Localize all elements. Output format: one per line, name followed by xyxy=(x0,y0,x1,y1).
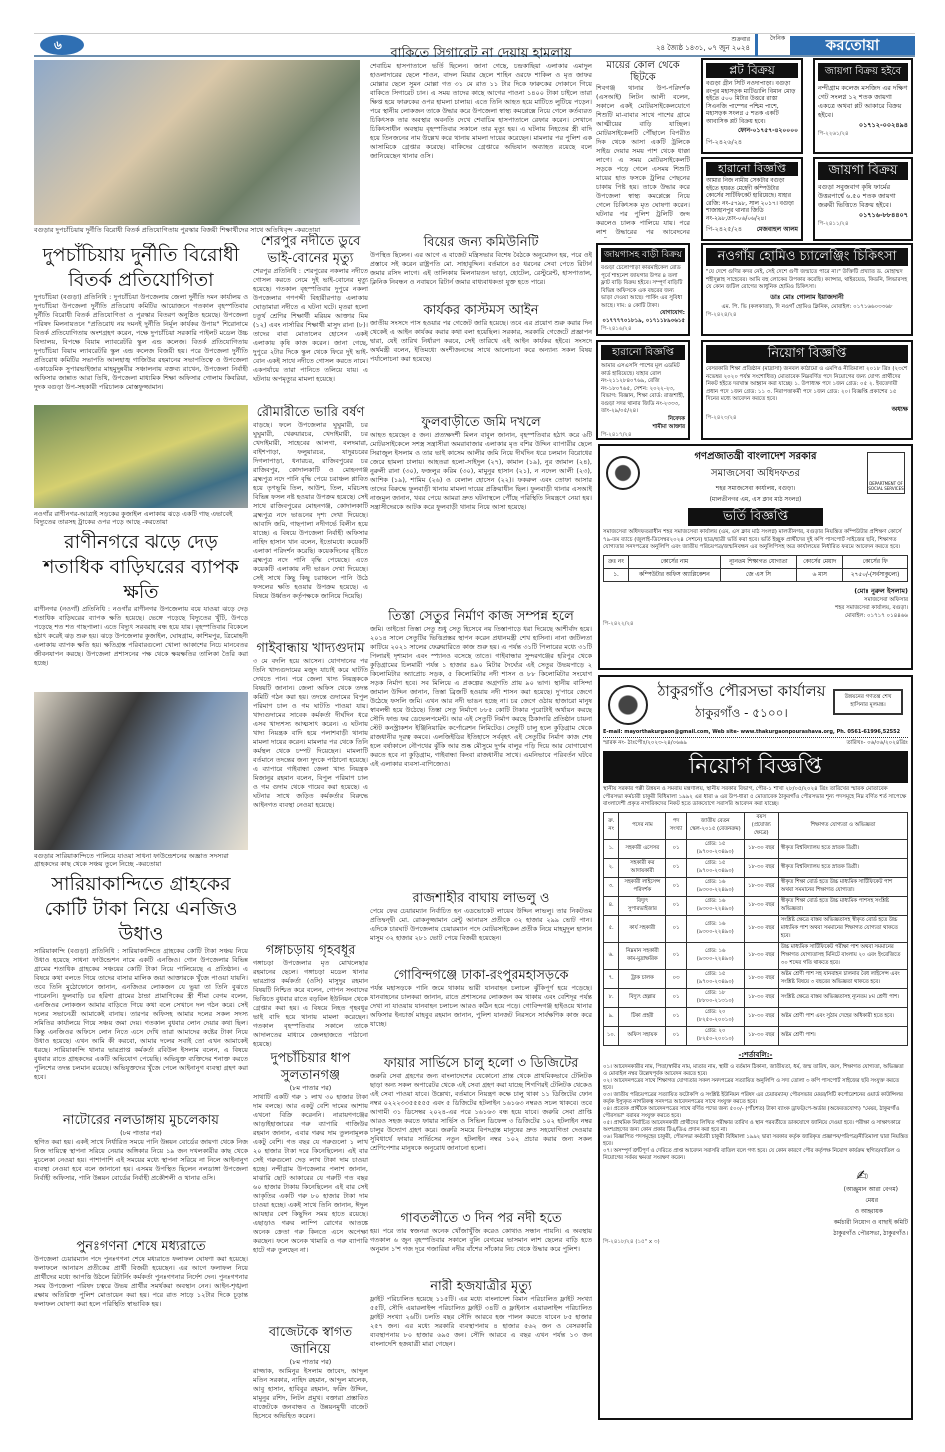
table-cell: ১. xyxy=(604,839,619,858)
ad-title: নিয়োগ বিজ্ঞপ্তি xyxy=(603,751,908,783)
office-name: শহর সমাজসেবা কার্যালয়, বগুড়া। xyxy=(715,485,796,492)
signer-title: কর্মচারী নিয়োগ ও বাছাই কমিটি xyxy=(833,1218,908,1226)
table-cell: সহকারী লাইসেন্স পরিদর্শক xyxy=(619,877,666,896)
story-a4 xyxy=(34,1112,248,1235)
story-body-c0: শেবাচিম হাসপাতালে ভর্তি ছিলেন। জানা গেছে, চন্দ্রকাছিয়া এলাকার এমাদুল হাওলাদারের ছেলে শাওন, বাদল মিয়ার ছেলে শাহিন ওরফে শাকিল ও মৃত জাফর মোল্লার ছেলে সুমন মোল্লা গত ৩১ মে রাত ১১ টার দিকে ফারুকের দোকানে গিয়ে বাকিতে সিগারেট চান। এ সময় তাদের কাছে আগের পাওনা ১৪০০ টাকা চাইলে তারা ক্ষিপ্ত হয়ে ফারুকের ওপর হামলা চালায়। এতে তিনি আহত হয়ে মাটিতে লুটিয়ে পড়েন। পরে স্থানীয় লোকজন তাকে উদ্ধার করে উপজেলা স্বাস্থ্য কমপ্লেক্সে নিয়ে গেলে কর্তব্যরত চিকিৎসক তার অবস্থার অবনতি দেখে শেবাচিম হাসপাতালে রেফার করেন। সেখানে চিকিৎসাধীন অবস্থায় বৃহস্পতিবার সকালে তার মৃত্যু হয়। এ ঘটনায় নিহতের স্ত্রী বাদি হয়ে তিনজনের নাম উল্লেখ করে থানায় মামলা দায়ের করেছেন। মামলার পর পুলিশ এক আসামিকে গ্রেপ্তার করেছে। বাকিদের গ্রেপ্তারে অভিযান অব্যাহত রয়েছে বলে জানিয়েছেন থানার ওসি। xyxy=(370,62,592,160)
ad-intro: স্থানীয় সরকার পল্লী উন্নয়ন ও সমবায় মন্ত্রণালয়, স্থানীয় সরকার বিভাগ, পৌর-১ শাখা ২৮/০৫/২০২৪ খ্রিঃ তারিখের স্মারক মোতাবেক পৌরসভা কর্মচারী চাকুরী বিধিমালা ১৯৯২ এর ধারা ৬ এর উপ-ধারা ৫ মোতাবেক ঠাকুরগাঁও পৌরসভার শূন্য পদসমূহে নিম্ন বর্ণিত শর্ত সাপেক্ষে বাংলাদেশী প্রকৃত নাগরিকদের নিকট হতে ডাকযোগে সরাসরি আবেদন করা যাচ্ছে। xyxy=(603,786,907,807)
masthead-prefix: দৈনিক xyxy=(770,35,786,42)
table-row xyxy=(604,988,908,1007)
ad-title: জায়গা বিক্রয় হইবে xyxy=(818,63,908,81)
story-body-c6: পর্যন্ত মহাসড়কে পানি জমে থাকায় ভারী যানবাহন চলাচল ঝুঁকিপূর্ণ হয়ে পড়েছে। যানবাহনের চালকরা জানান, রাতে প্রশাসনের লোকজন কম থাকায় এবং বেশিদূর পর্যন্ত দেখা না যাওয়ায় যানবাহন চলাচল আরও কঠিন হয়ে পড়ে। গোবিন্দগঞ্জ হাইওয়ে থানার অফিসার ইনচার্জ মাহবুব রহমান জানান, পুলিশ যানজট নিরসনে সার্বক্ষণিক কাজ করে যাচ্ছে। xyxy=(370,984,592,1028)
table-cell: ৯. xyxy=(604,1007,619,1026)
story-body-a4: স্থগিত করা হয়। একই সাথে নির্ধারিত সময়ে পানি উন্নয়ন বোর্ডের জায়গা থেকে নিজ নিজ দায়িত্বে স্থাপনা সরিয়ে নেয়ার অঙ্গিকার নিয়ে ১৯ জন দখলকারীর কাছ থেকে মুচলেকা নেওয়া হয়। পাশাপাশি এই সময়ের মধ্যে স্থাপনা সরিয়ে না নিলে আইনানুগ ব্যবস্থা নেওয়া হবে বলে জানানো হয়। এসময় উপস্থিত ছিলেন নলডাঙ্গা উপজেলা নির্বাহী অফিসার, পানি উন্নয়ন বোর্ডের নির্বাহী প্রকৌশলী ও থানার ওসি। xyxy=(34,1138,248,1182)
table-cell: ১৮-৩০ বছর xyxy=(744,896,778,915)
photo-fallen-tree-truck xyxy=(34,405,248,508)
headline-c8: গাবতলীতে ৩ দিন পর নদী হতে xyxy=(400,1211,562,1226)
ad-title: নিয়োগ বিজ্ঞপ্তি xyxy=(706,345,908,363)
headline-c4: তিস্তা সেতুর নির্মাণ কাজ সম্পন্ন হলে xyxy=(388,609,574,624)
office-address: (মালতীনগর এম, এস ক্লাব মাঠ সংলগ্ন) xyxy=(709,496,802,503)
story-b5 xyxy=(253,1050,368,1322)
headline-e1: মায়ের কোল থেকে ছিটকে xyxy=(606,60,680,83)
table-cell: গ্রেড: ১৬ (৯৩০০-২২৪৯০) xyxy=(686,877,744,896)
table-row xyxy=(604,1007,908,1026)
story-c0 xyxy=(370,45,592,232)
table-cell: উচ্চ মাধ্যমিক সার্টিফিকেট পরীক্ষা পাশ অথবা সমমানের শিক্ষাগত যোগ্যতাসহ মিনিটে বাংলায় ২০ এবং ইংরেজিতে ৩০ শব্দের গতি থাকতে হবে। xyxy=(778,942,907,969)
terms-title: -:শর্তাবলি:- xyxy=(738,1050,773,1059)
story-body-c4: জমি। তাইতো তিস্তা সেতু শুধু সেতু হিসেবে নয় তিস্তাপাড়ে ধরা দিয়েছে আশীর্বাদ হয়ে। ২০১৪ সালে সেতুটির ভিত্তিপ্রস্তর স্থাপন করেন প্রধানমন্ত্রী শেখ হাসিনা। নানা জটিলতা কাটিয়ে ২০২১ সালের ফেব্রুয়ারিতে কাজ শুরু হয়। এ পর্যন্ত ৩১টি পিলারের মধ্যে ৩১টি পিলারই দৃশ্যমান এবং স্প্যানও বসেছে তাতে। গাইবান্ধার সুন্দরগঞ্জের হরিপুর থেকে কুড়িগ্রামের চিলমারী পর্যন্ত ১ হাজার ৪৯০ মিটার দৈর্ঘ্যের এই সেতুর উভয়পাড়ে ২ কিলোমিটার অ্যাপ্রোচ সড়ক, ৫ কিলোমিটার নদী শাসন ও ৮৮ কিলোমিটার সংযোগ সড়ক নির্মাণ হবে। সব মিলিয়ে এ প্রকল্পের অগ্রগতি প্রায় ৯০ ভাগ। স্থানীয় বাসিন্দা জামাল উদ্দিন জানান, তিস্তা ব্রিজটি হওয়ায় নদী শাসন করা হয়েছে। দু'পারে জেগে উঠেছে ফসলি জমি। এখন আর নদী ভাঙন হচ্ছে না। চর জেগে ওঠায় হাজারো মানুষ স্বাবলম্বী হয়ে উঠেছে। তিস্তা সেতু নির্মাণে ৮৮৫ কোটি টাকার পুরোটাই অর্থায়ন করছে সৌদি ফান্ড ফর ডেভেলপমেন্ট। আর এই সেতুটি নির্মাণ করছে ঠিকাদারি প্রতিষ্ঠান চায়না স্টেট কনস্ট্রাকশন ইঞ্জিনিয়ারিং কর্পোরেশন লিমিটেড। সেতুটি চালু হলে কুড়িগ্রাম থেকে রাজধানীর দূরত্ব কমবে। এলজিইডির ইতিহাসে সর্ববৃহৎ এই সেতুটির নির্মাণ কাজ শেষ হলে বর্ষাকালে নৌপথের ঝুঁকি আর শুষ্ক মৌসুমে দুর্গম বালুর পড়ি দিয়ে আর যোগাযোগ করতে হবে না কুড়িগ্রাম, গাইবান্ধা কিংবা রাজধানীর সাথে। এমনিভাবে পরিবর্তন ঘটবে এই এলাকার ব্যবসা-বাণিজ্যেও। xyxy=(370,625,592,768)
story-body-b3: ৩ মে বদলি হয়ে আসেন। যোগদানের পর তিনি খাদ্যগুদামের মজুদ যাচাই করে ঘাটতি দেখতে পান। পরে জেলা খাদ্য নিয়ন্ত্রককে বিষয়টি জানান। জেলা অফিস থেকে তদন্ত কমিটি গঠন করা হয়। তদন্তে গুদামের বিপুল পরিমাণ চাল ও গম ঘাটতি পাওয়া যায়। খাদ্যগুদামের সাবেক কর্মকর্তা দীর্ঘদিন ধরে এসব খাদ্যশস্য আত্মসাৎ করেন। এ ঘটনায় খাদ্য নিয়ন্ত্রক বাদি হয়ে পলাশবাড়ী থানায় মামলা দায়ের করেন। মামলার পর থেকে তিনি কর্মস্থল থেকে চম্পট দিয়েছেন। মামলাটি বর্তমানে তদন্তের জন্য দুদকে পাঠানো হয়েছে। এ ব্যাপারে গাইবান্ধা জেলা খাদ্য নিয়ন্ত্রক মিজানুর রহমান বলেন, বিপুল পরিমাণ চাল ও গম গুদাম থেকে গায়েব করা হয়েছে। এ ঘটনার সাথে জড়িত কর্মকর্তার বিরুদ্ধে আইনগত ব্যবস্থা নেওয়া হয়েছে। xyxy=(253,657,368,809)
story-body-a5: উপজেলা চেয়ারম্যান পদে পুনঃগণনা শেষে মধ্যরাতে ফলাফল ঘোষণা করা হয়েছে। ফলাফলে আনারস প্রতীকের প্রার্থী বিজয়ী হয়েছেন। এর আগে ফলাফল নিয়ে প্রার্থীদের মধ্যে আপত্তি উঠলে রিটার্নিং কর্মকর্তা পুনঃগণনার নির্দেশ দেন। পুনঃগণনার সময় উপজেলা পরিষদ চত্বরে উভয় প্রার্থীর সমর্থকরা অবস্থান নেন। আইন-শৃঙ্খলা রক্ষায় অতিরিক্ত পুলিশ মোতায়েন করা হয়। পরে রাত সাড়ে ১২টার দিকে চূড়ান্ত ফলাফল ঘোষণা করা হলে পরিস্থিতি স্বাভাবিক হয়। xyxy=(34,1255,248,1308)
municipality-emblem-icon xyxy=(608,685,648,725)
ad-text: নন্দীগ্রাম কলেজ মসজিদ এর দক্ষিণ গেট সংলগ্ন ১২ শতক জায়গা একত্রে অথবা প্লট আকারে বিক্রয় হইবে। xyxy=(818,84,908,119)
office-contact: E-mail: mayorthakurgaon@gmail.com, Web site- www.thakurgaonpourashava.org, Ph. 0561-61996,52552 xyxy=(603,729,908,738)
story-c2 xyxy=(370,302,592,412)
headline-b2: রৌমারীতে ভারি বর্ষণ xyxy=(256,405,365,420)
table-cell: সংশ্লিষ্ট ক্ষেত্রে বাস্তব অভিজ্ঞতাসহ ন্যূনতম ৮ম শ্রেণী পাশ। xyxy=(778,988,907,1007)
ad-doctor-info: এম. পি. ভি (কলকাতা), দি নওগাঁ হোমিও ক্লিনিক, মোবাইল: ০১৭১৬৬০৩৩৬৮ xyxy=(721,303,893,310)
posts-table: ক্র. নং পদের নাম পদ সংখ্যা জাতীয় বেতন স্কেল-২০১৫ (বেতনক্রম) বয়স (প্রযোজ্য ক্ষেত্রে) শিক্ষাগত যোগ্যতা ও অভিজ্ঞতা ১. সহকারী এসেসর ০১ গ্রেড: ১৫ (৯৭০০-২৩৪৯০) ১৮-৩০ বছর স্বীকৃত বিশ্ববিদ্যালয় হতে স্নাতক ডিগ্রী। ২. সহকারী কর আদায়কারী ০১ গ্রেড: ১৫ (৯৭০০-২৩৪৯০) ১৮-৩০ বছর স্বীকৃত বিশ্ববিদ্যালয় হতে স্নাতক ডিগ্রী। ৩. সহকারী লাইসেন্স পরিদর্শক ০১ গ্রেড: ১৬ (৯৩০০-২২৪৯০) ১৮-৩০ বছর স্বীকৃত শিক্ষা বোর্ড হতে উচ্চ মাধ্যমিক সার্টিফিকেট পাশ অথবা সমমানের শিক্ষাগত যোগ্যতা। ৪. বিদ্যুৎ সুপারভাইজার ০১ গ্রেড: ১৬ (৯৩০০-২২৪৯০) ১৮-৩০ বছর স্বীকৃত শিক্ষা বোর্ড হতে উচ্চ মাধ্যমিক পাশসহ সংশ্লিষ্ট অভিজ্ঞতা। ৫. কার্য সহকারী ০১ গ্রেড: ১৬ (৯৩০০-২২৪৯০) ১৮-৩০ বছর সংশ্লিষ্ট ক্ষেত্রে বাস্তব অভিজ্ঞতাসহ স্বীকৃত বোর্ড হতে উচ্চ মাধ্যমিক পাশ অথবা সমমানের শিক্ষাগত যোগ্যতা থাকতে হবে। ৬. নিম্নমান সহকারী কাম-মুদ্রাক্ষরিক ০১ গ্রেড: ১৬ (৯৩০০-২২৪৯০) ১৮-৩০ বছর উচ্চ মাধ্যমিক সার্টিফিকেট পরীক্ষা পাশ অথবা সমমানের শিক্ষাগত যোগ্যতাসহ মিনিটে বাংলায় ২০ এবং ইংরেজিতে ৩০ শব্দের গতি থাকতে হবে। ৭. ট্রাক চালক ০৩ গ্রেড: ১৫ (৯৭০০-২৩৪৯০) ১৮-৩০ বছর অষ্টম শ্রেণী পাশ সহ যানবাহন চালনার বৈধ লাইসেন্স এবং সংশ্লিষ্ট বিষয়ে ৩ বছরের অভিজ্ঞতা থাকতে হবে। ৮. বিদ্যুৎ হেল্পার ০১ গ্রেড: ১৮ (৮৮০০-২১৩১০) ১৮-৩০ বছর সংশ্লিষ্ট ক্ষেত্রে বাস্তব অভিজ্ঞতাসহ ন্যূনতম ৮ম শ্রেণী পাশ। ৯. টিকা প্রহরী ০১ গ্রেড: ২০ (৮২৫০-২০০১০) ১৮-৩০ বছর অষ্টম শ্রেণী পাশ এবং সুঠাম দেহের অধিকারী হতে হবে। ১০. অফিস সহায়ক ০১ গ্রেড: ২০ (৮২৫০-২০০১০) ১৮-৩০ বছর অষ্টম শ্রেণী পাশ। xyxy=(603,812,908,1046)
headline-c2: কার্যকর কাস্টমস আইন xyxy=(423,303,539,318)
signer-title: ঠাকুরগাঁও পৌরসভা, ঠাকুরগাঁও। xyxy=(833,1229,908,1237)
story-c7 xyxy=(370,1055,592,1209)
term-item: ০৭। অসম্পূর্ণ ত্রুটিপূর্ণ ও দেরিতে প্রাপ্ত আবেদন সরাসরি বাতিল বলে গণ্য হবে। যে কোন কারণে পৌর কর্তৃপক্ষ নিয়োগ কার্যক্রম স্থগিত/বাতিল ও নিয়োগের সর্বময় ক্ষমতা সংরক্ষণ করেন। xyxy=(603,1147,900,1161)
story-body-a1: দুপচাঁচিয়া (বগুড়া) প্রতিনিধি : দুপচাঁচিয়া উপজেলায় জেলা দুর্নীতি দমন কার্যালয় ও দুপচাঁচিয়া উপজেলা দুর্নীতি প্রতিরোধ কমিটির আয়োজনে গতকাল বৃহস্পতিবার দুর্নীতি বিরোধী বিতর্ক প্রতিযোগিতা ও পুরস্কার বিতরণ অনুষ্ঠিত হয়েছে। উপজেলা পরিষদ মিলনায়তনে "প্রতিরোধ নয় দমনই দুর্নীতি নির্মূল কার্যকর উপায়" শিরোনামে বিতর্ক প্রতিযোগিতায় অংশগ্রহণ করেন, পক্ষে দুপচাঁচিয়া সরকারি পাইলট মডেল উচ্চ বিদ্যালয়, বিপক্ষে বিয়াম ল্যাবরেটরি স্কুল এন্ড কলেজ। বিতর্ক প্রতিযোগিতায় দুপচাঁচিয়া বিয়াম ল্যাবরেটরি স্কুল এন্ড কলেজ বিজয়ী হয়। পরে উপজেলা দুর্নীতি প্রতিরোধ কমিটির সভাপতি আলহাজ্ব গাজিউর রহমানের সভাপতিত্বে ও উপজেলা একাডেমিক সুপারভাইজার মাহমুদুন্নবীর সঞ্চালনায় বক্তব্য রাখেন, উপজেলা নির্বাহী অফিসার জান্নাত আরা তিথি, উপজেলা মাধ্যমিক শিক্ষা অফিসার গোলাম কিবরিয়া, দুদক বগুড়া উপ-সহকারী পরিচালক মোস্তফুজ্জামান। xyxy=(34,293,248,391)
ad-thakurgaon-job-notice xyxy=(598,675,913,1420)
story-body-e1: শিবগঞ্জ থানার উপ-পরিদর্শক (এসআই) লিটন আলী বলেন, সকালে একই মোটরসাইকেলযোগে শিশুটি মা-বাবার সাথে পাশের গ্রামে আত্মীয়ের বাড়ি যাচ্ছিল। মোটরসাইকেলটি পৌঁছালে বিপরীত দিক থেকে আসা একটি ট্রলিকে সাইড দেয়ার সময় পাশ থেকে ধাক্কা লাগে। এ সময় মোটরসাইকেলটি সড়কে পড়ে গেলে এসময় শিশুটি মায়ের হাত ফসকে ট্রলির পেছনের চাকায় পিষ্ট হয়। তাকে উদ্ধার করে উপজেলা স্বাস্থ্য কমপ্লেক্সে নিয়ে গেলে চিকিৎসক মৃত ঘোষণা করেন। ঘটনার পর পুলিশ ট্রলিটি জব্দ করলেও চালক পালিয়ে যায়। পরে লাশ উদ্ধারের পর আবেদনের xyxy=(596,84,690,236)
ad-sign: অধ্যক্ষ xyxy=(891,404,908,413)
table-cell: বিদ্যুৎ সুপারভাইজার xyxy=(619,896,666,915)
table-cell: ০১ xyxy=(666,1026,686,1045)
ad-social-services-admission xyxy=(598,444,913,670)
signer-name: (আঞ্জুমান আরা বেগম) xyxy=(843,1185,898,1193)
table-cell: নিম্নমান সহকারী কাম-মুদ্রাক্ষরিক xyxy=(619,942,666,969)
table-cell: স্বীকৃত শিক্ষা বোর্ড হতে উচ্চ মাধ্যমিক পাশসহ সংশ্লিষ্ট অভিজ্ঞতা। xyxy=(778,896,907,915)
ad-code: পি-২৪১৬/২৪ xyxy=(601,326,632,332)
story-body-b1: শেরপুর প্রতিনিধি : শেরপুরের নকলার নদীতে গোসল করতে নেমে দুই ভাই-বোনের মৃত্যু হয়েছে। গতকাল বৃহস্পতিবার দুপুরে নকলা উপজেলার গণপদ্দী বিহারীরপাড় এলাকায় ঘোড়ামারা নদীতে এ ঘটনা ঘটে। মৃতরা হলো চতুর্থ শ্রেণির শিক্ষার্থী মরিয়ম আক্তার মিম (১২) এবং নার্সারির শিক্ষার্থী মাসুদ রানা (৮)। তাদের বাবা মোতালেব হোসেন একই এলাকায় কৃষি কাজ করেন। জানা গেছে, দুপুরে ২টার দিকে স্কুল থেকে ফিরে দুই ভাই-বোন একই সাথে নদীতে গোসল করতে নামে। একপর্যায়ে তারা পানিতে তলিয়ে যায়। এ ঘটনায় অপমৃত্যুর মামলা হয়েছে। xyxy=(253,267,368,383)
headline-c0: বাকিতে সিগারেট না দেয়ায় হামলায় xyxy=(390,46,572,61)
story-a1 xyxy=(34,243,248,400)
table-row: ১. কম্পিউটার অফিস অ্যাপ্লিকেশন জে এস সি ৬ মাস ২৭৫০/-(সর্বসাকুল্যে) xyxy=(604,568,908,581)
table-cell: ০১ xyxy=(666,896,686,915)
headline-b3: গাইবান্ধায় খাদ্যগুদাম xyxy=(256,641,365,656)
table-cell: ৬. xyxy=(604,942,619,969)
headline-a2: রাণীনগরে ঝড়ে দেড় শতাধিক বাড়িঘরের ব্যাপক ক্ষতি xyxy=(43,531,239,603)
table-cell: ১৮-৩০ বছর xyxy=(744,1026,778,1045)
ad-code: পি-২৪১৭/২৪ xyxy=(601,431,632,438)
signature-icon: ✍ xyxy=(856,1167,868,1184)
table-row xyxy=(604,942,908,969)
headline-b6: বাজেটকে স্বাগত জানিয়ে xyxy=(268,1325,353,1357)
ad-contact: ০১৭১৬-৮৮৪৪০৭ xyxy=(858,211,908,219)
ad-text: সমাজসেবা অধিদফতরাধীন শহর সমাজসেবা কার্যালয় (এম, এস ক্লাব মাঠ সংলগ্ন) মালতীনগর, বগুড়ার নিয়ন্ত্রিত কম্পিউটার প্রশিক্ষণ কোর্সে ৭৯-তম ব্যাচে (জুলাই-ডিসেম্বর২০২৪ সেশনে) ছাত্র/ছাত্রী ভর্তি করা হবে। ভর্তি ইচ্ছুক প্রার্থীদের দুই কপি পাসপোর্ট সাইজের ছবি, শিক্ষাগত যোগ্যতার সনদপত্রের অনুলিপি এবং জাতীয় পরিচয়পত্র/জন্মনিবন্ধন এর অনুলিপিসহ অত্র কার্যালয়ের নির্ধারিত ফরমে আবেদন করতে হবে। xyxy=(603,529,902,550)
headline-c1: বিয়ের জন্য কমিউনিটি xyxy=(423,235,539,250)
table-cell: ৫. xyxy=(604,915,619,942)
table-cell: ১৮-৩০ বছর xyxy=(744,969,778,988)
ad-text: আমার নিজ নামীয় সেকটার বগুড়া হইতে হযরত মেহেদী কম্পিউটার কোর্সের সার্টিফিকেট হারিয়েছে। যাহার রেজি: নং-৫৭৯৮, সাল ২০১৭। বগুড়া শাজাহানপুর থানার জিডি নং-২৯৮,তাং-০৬/০৬/২৪। xyxy=(706,178,794,222)
headline-a4: নাটোরের নলডাঙ্গায় মুচলেকায় xyxy=(63,1113,219,1128)
story-b3 xyxy=(253,640,368,940)
notice-date: তারিখঃ- ০৬/০৬/২০২৪খ্রিঃ xyxy=(846,740,908,746)
ad-code: পি-২৪১৮/২৪ (১৫" x ৩) xyxy=(603,1238,660,1245)
table-cell: সহকারী কর আদায়কারী xyxy=(619,858,666,877)
ad-contact: মেজবাহুল আলম xyxy=(756,226,798,233)
table-cell: গ্রেড: ১৫ (৯৭০০-২৩৪৯০) xyxy=(686,858,744,877)
table-cell: স্বীকৃত বিশ্ববিদ্যালয় হতে স্নাতক ডিগ্রী। xyxy=(778,858,907,877)
table-cell: গ্রেড: ২০ (৮২৫০-২০০১০) xyxy=(686,1007,744,1026)
story-c1 xyxy=(370,234,592,300)
story-a3 xyxy=(34,872,248,1110)
story-body-c1: উপস্থিত ছিলেন। এর আগে এ বাজেট মন্ত্রিসভার বিশেষ বৈঠকে অনুমোদন হয়, পরে ওই প্রস্তাবে সই করেন রাষ্ট্রপতি মো. সাহাবুদ্দিন। বর্তমানে ৪৫ ধরনের সেবা পেতে রিটার্ন জমার রসিদ লাগে। এই তালিকায় মিলনায়তন ভাড়া, হোটেল, রেস্টুরেন্ট, হাসপাতাল, ক্লিনিক নিবন্ধন ও নবায়নে রিটার্ন জমার বাধ্যবাধকতা যুক্ত হতে পারে। xyxy=(370,251,592,286)
ad-lost-notice xyxy=(701,157,803,241)
ad-contact: ফোন-০১৭৫৭-৪২০০০০ xyxy=(737,127,798,134)
table-cell: বিদ্যুৎ হেল্পার xyxy=(619,988,666,1007)
signer-title: সমাজসেবা অফিসার xyxy=(863,596,908,603)
memo-number: স্মারক নং- ঠাঃপৌঃ/২০২৩-২৪/০৬৬৯ xyxy=(603,740,687,746)
headline-c3: ফুলবাড়ীতে জমি দখলে xyxy=(421,415,541,430)
ad-text: বগুড়া গ্রীন সিটি নওদাপাড়া। বগুড়া রংপুর মহাসড়ক মাটিডালি বিমান মোড় হইতে ৫০০ মিটার উত্তরে রাস্তা সিএনজি পাম্পের পশ্চিম পাশে, মহাসড়ক সংলগ্ন ৫ শতক একটি আবাসিক প্লট বিক্রয় হবে। xyxy=(706,80,796,125)
signer-phone: মোবাইল: ০১৭১৭ ০১৪৪৬৬ xyxy=(844,612,908,619)
ad-code: পি-২২৬১/২৪ xyxy=(818,131,849,137)
table-cell: ০৩ xyxy=(666,969,686,988)
table-cell: ০১ xyxy=(666,877,686,896)
table-cell: ৭. xyxy=(604,969,619,988)
table-row xyxy=(604,1026,908,1045)
table-cell: অষ্টম শ্রেণী পাশ এবং সুঠাম দেহের অধিকারী হতে হবে। xyxy=(778,1007,907,1026)
photo-ngo-office xyxy=(34,692,248,850)
table-row xyxy=(604,858,908,877)
table-cell: গ্রেড: ২০ (৮২৫০-২০০১০) xyxy=(686,1026,744,1045)
ad-text: আমার এসএসসি পাশের মূল এডমিট কার্ড হারিয়েছে। যাহার রোল নং-২১১২৮৪০৭৬৯, রেজি নং-১৮০৭৬৫, সেশন: ২০২২-২৩, বিভাগ: বিজ্ঞান, শিক্ষা বোর্ড: রাজশাহী, বগুড়া সদর থানার জিডি নং-২৩৩৩, তাং-২৯/০৫/২৪। xyxy=(601,363,685,414)
table-cell: সহকারী এসেসর xyxy=(619,839,666,858)
story-c4 xyxy=(370,608,592,888)
ad-title: হারানো বিজ্ঞপ্তি xyxy=(601,345,685,360)
story-body-c2: জাতীয় সংসদে পাস হওয়ার পর গেজেট জারি হয়েছে। তবে এর প্রয়োগ শুরু করার দিন থেকেই এ আইন কার্যকর করার কথা বলা হয়েছিল। সরকার, সরকারি গেজেটে প্রজ্ঞাপন দ্বারা, যেই তারিখ নির্ধারণ করবে, সেই তারিখে এই আইন কার্যকর হইবে। সংসদে অর্থমন্ত্রী বলেন, ইতিমধ্যে অংশীজনদের সাথে আলোচনা করে অন্যান্য সকল বিষয় পর্যালোচনা করা হয়েছে। xyxy=(370,319,592,363)
table-cell: ০১ xyxy=(666,839,686,858)
table-cell: স্বীকৃত শিক্ষা বোর্ড হতে উচ্চ মাধ্যমিক সার্টিফিকেট পাশ অথবা সমমানের শিক্ষাগত যোগ্যতা। xyxy=(778,877,907,896)
headline-b4: গঙ্গাচড়ায় গৃহবধূর xyxy=(265,943,356,958)
ad-job-notice xyxy=(701,340,913,440)
story-b2 xyxy=(253,404,368,638)
table-row xyxy=(604,877,908,896)
date: ২৪ জ্যৈষ্ঠ ১৪৩১, ০৭ জুন ২০২৪ xyxy=(655,44,750,52)
table-cell: গ্রেড: ১৬ (৯৩০০-২২৪৯০) xyxy=(686,915,744,942)
photo-caption: নওগাঁর রাণীনগর-আত্রাই সড়কের কুজাইল এলাকায় ঝড়ে একটি গাছ এভাবেই বিদ্যুতের তারসহ ট্রাকের ওপর পড়ে আছে -করতোয়া xyxy=(34,510,233,526)
story-body-a2: রাণীনগর (নওগাঁ) প্রতিনিধি : নওগাঁর রাণীনগর উপজেলায় বয়ে যাওয়া ঝড়ে দেড় শতাধিক বাড়িঘরের ব্যাপক ক্ষতি হয়েছে। ভেঙ্গে পড়েছে বিদ্যুতের খুঁটি, উপড়ে পড়েছে শত শত গাছপালা। এতে বিদ্যুৎ সরবরাহ বন্ধ হয়ে যায়। বৃহস্পতিবার বিকেলে হঠাৎ করেই ঝড় শুরু হয়। ঝড়ে উপজেলার কুজাইল, ঘোষগ্রাম, কাশিমপুর, ত্রিমোহনী এলাকায় ব্যাপক ক্ষতি হয়। ক্ষতিগ্রস্ত পরিবারগুলো খোলা আকাশের নিচে মানবেতর জীবনযাপন করছে। উপজেলা প্রশাসনের পক্ষ থেকে ক্ষয়ক্ষতির তালিকা তৈরি করা হচ্ছে। xyxy=(34,605,248,667)
ad-lost-notice-2 xyxy=(596,340,690,440)
table-cell: সংশ্লিষ্ট ক্ষেত্রে বাস্তব অভিজ্ঞতাসহ স্বীকৃত বোর্ড হতে উচ্চ মাধ্যমিক পাশ অথবা সমমানের শিক্ষাগত যোগ্যতা থাকতে হবে। xyxy=(778,915,907,942)
ad-code: পি-২৪২৫/২৪ xyxy=(706,225,743,233)
table-cell: ১০. xyxy=(604,1026,619,1045)
ad-title: নওগাঁয় হোমিও চ্যালেঞ্জিং চিকিৎসা xyxy=(706,248,908,266)
divider xyxy=(755,34,758,56)
table-cell: ১৮-৩০ বছর xyxy=(744,858,778,877)
story-c8 xyxy=(370,1210,592,1277)
signer-name: (মোঃ নুরুল ইসলাম) xyxy=(854,586,908,595)
table-cell: ১৮-৩০ বছর xyxy=(744,988,778,1007)
ad-title: প্লট বিক্রয় xyxy=(706,63,798,78)
table-cell: স্বীকৃত বিশ্ববিদ্যালয় হতে স্নাতক ডিগ্রী। xyxy=(778,839,907,858)
photo-caption: বগুড়ার সারিয়াকান্দিতে পালিয়ে যাওয়া সাধনা ফাউন্ডেশনের অজ্ঞাত সদস্যরা গ্রাহকদের কাছ থেকে সঞ্চয় তুলে নিচ্ছে -করতোয়া xyxy=(34,852,229,868)
story-a5 xyxy=(34,1238,248,1420)
headline-a1: দুপচাঁচিয়ায় দুর্নীতি বিরোধী বিতর্ক প্রতিযোগিতা xyxy=(42,244,240,291)
course-table: ক্রঃ নং কোর্সের নাম ন্যূনতম শিক্ষাগত যোগ্যতা কোর্সের মেয়াদ কোর্সের ফি ১. কম্পিউটার অফিস অ্যাপ্লিকেশন জে এস সি ৬ মাস ২৭৫০/-(সর্বসাকুল্যে) xyxy=(603,555,908,582)
ad-text: "যে দেশে গুণির কদর নেই, সেই দেশে গুণী জন্মাতে পারে না।" উক্তিটি প্রখ্যাত ড. মোহাম্মদ শহীদুল্লাহ সাহেবের। আমি বহু লোকের উপকার করেছি। ক্যান্সার, থাইরয়েড, কিডনি, লিভারসহ যে কোন জটিল রোগের আধুনিক হোমিও চিকিৎসা। xyxy=(706,269,908,290)
ad-text: বগুড়া সবুজবাগ কৃষি ফার্মের উত্তরপার্শ্বে ৬.৫০ শতক জায়গা জরুরী ভিত্তিতে বিক্রয় হইবে। xyxy=(818,183,896,209)
story-body-c9: ফ্লাইট পরিচালিত হয়েছে ১১৫টি। এর মধ্যে বাংলাদেশ বিমান পরিচালিত ফ্লাইট সংখ্যা ৫৫টি, সৌদি এয়ারলাইন্স পরিচালিত ফ্লাইট ৩৪টি ও ফ্লাইনাস এয়ারলাইন্স পরিচালিত ফ্লাইট সংখ্যা ২৬টি। চলতি বছর সৌদি আরবে হজ পালন করতে যাবেন ৮৫ হাজার ২৫৭ জন। এর মধ্যে সরকারি ব্যবস্থাপনায় ৪ হাজার ৫৬২ জন ও বেসরকারি ব্যবস্থাপনায় ৮০ হাজার ৬৯৫ জন। সৌদি আরবে এ বছর এখন পর্যন্ত ১৩ জন বাংলাদেশি হজযাত্রী মারা গেছেন। xyxy=(370,1295,592,1348)
signer-office: শহর সমাজসেবা কার্যালয়, বগুড়া। xyxy=(835,604,908,611)
ad-code: পি-২৪২৬/২৪ xyxy=(706,138,743,146)
table-cell: ১৮-৩০ বছর xyxy=(744,839,778,858)
table-cell: ১৮-৩০ বছর xyxy=(744,942,778,969)
masthead: করতোয়া xyxy=(790,36,915,55)
ad-plot-sale xyxy=(701,58,803,154)
table-cell: ০১ xyxy=(666,1007,686,1026)
ad-doctor: ডাঃ মোঃ গোলাম ইয়াজদানী xyxy=(770,292,844,301)
ad-contact: ০১৭১২-০০২৪৯৪ xyxy=(858,121,908,129)
headline-b5: দুপচাঁচিয়ার ধাপ সুলতানগঞ্জ xyxy=(270,1051,351,1083)
story-e1 xyxy=(596,60,690,238)
ad-homeo-treatment xyxy=(701,243,913,336)
gov-name: গণপ্রজাতন্ত্রী বাংলাদেশ সরকার xyxy=(694,451,817,462)
page-number-logo: ৬ xyxy=(40,35,84,55)
ad-title: জায়গাসহ বাড়ী বিক্রয় xyxy=(601,248,685,262)
story-b4 xyxy=(253,942,368,1048)
story-c6 xyxy=(370,967,592,1054)
table-cell: ১৮-৩০ বছর xyxy=(744,1007,778,1026)
table-cell: গ্রেড: ১৬ (৯৩০০-২২৪৯০) xyxy=(686,942,744,969)
table-cell: টিকা প্রহরী xyxy=(619,1007,666,1026)
signer-title: ও আহ্বায়ক xyxy=(854,1207,883,1215)
ad-code: পি-২৪২২/২৪ xyxy=(603,620,634,627)
headline-a5: পুনঃগণনা শেষে মধ্যরাতে xyxy=(76,1239,206,1254)
story-body-c5: পেয়ে ফের চেয়ারম্যান নির্বাচিত হন এডভোকেট লায়েব উদ্দিন লাভলু। তার নিকটতম প্রতিদ্বন্দ্বী মো. রোকনুজ্জামান রেন্টু আনারস প্রতীকে ৩২ হাজার ২৯৯ ভোট পান। এদিকে চারঘাট উপজেলায় চেয়ারম্যান পদে মোটরসাইকেল প্রতীক নিয়ে মাহমুদুল হাসান মাসুম ৩২ হাজার ২৮১ ভোট পেয়ে বিজয়ী হয়েছেন। xyxy=(370,907,592,942)
table-cell: ৩. xyxy=(604,877,619,896)
table-cell: গ্রেড: ১৬ (৯৩০০-২২৪৯০) xyxy=(686,896,744,915)
story-body-c8: হয়। পরে তার স্বজনরা অনেক খোঁজাখুঁজি করেও কোথাও সন্ধান পায়নি। এ অবস্থায় গতকাল ৬ জুন বৃহস্পতিবার সকালে বুলি বেগমের ভাসমান লাশ ছেলের বাড়ি হতে অনুমান ১'শ গজ দূরে গজারিয়া নদীর বাঁশের সাঁকোর নিচ থেকে উদ্ধার করে পুলিশ। xyxy=(370,1227,592,1253)
story-body-c7: জরুরি সেবা গ্রহণের জন্য বাংলাদেশের যেকোনো প্রান্ত থেকে প্রাথমিকভাবে টেলিটক ছাড়া অন্য সকল অপারেটর থেকে এই সেবা গ্রহণ করা যাচ্ছে শিগগিরই টেলিটক থেকেও এই সেবা পাওয়া যাবে। উল্লেখ্য, বর্তমানে নিয়ন্ত্রণ কক্ষে চালু থাকা ১১ ডিজিটের ফোন নম্বর ০২২২৩৩৫৫৫৫৫ এবং ৫ ডিজিটের হটলাইন ১৬১৬৩ নম্বরও সচল থাকবে। তবে আগামী ৩১ ডিসেম্বর ২০২৪-এর পরে ১৬১৬৩ বন্ধ হয়ে যাবে। জরুরি সেবা প্রাপ্তি আরও সহজ করতে ফায়ার সার্ভিস ও সিভিল ডিফেন্স ৩ ডিজিটের ১০২ হটলাইন নম্বর চালুর উদ্যোগ গ্রহণ করে। জরুরি সময়ে বিপদগ্রস্ত মানুষের দ্রুত সহযোগিতা দেওয়ার সুবিধার্থে ফায়ার সার্ভিসের নতুন হটলাইন নম্বর ১০২ প্রচার করার জন্য সকল শ্রেণিপেশার মানুষকে অনুরোধ জানানো হলো। xyxy=(370,1072,592,1152)
table-cell: ০১ xyxy=(666,858,686,877)
ad-title: জায়গা বিক্রয় xyxy=(818,162,908,180)
term-item: ০১। আবেদনকারীর নাম, পিতা/স্বামীর নাম, মাতার নাম, স্থায়ী ও বর্তমান ঠিকানা, জাতীয়তা, ধর্ম, জন্ম তারিখ, বয়স, শিক্ষাগত যোগ্যতা, অভিজ্ঞতা ও মোবাইল নম্বর উল্লেখপূর্বক আবেদন করতে হবে। xyxy=(603,1063,904,1077)
office-city: ঠাকুরগাঁও - ৫১০০। xyxy=(695,706,788,720)
continued-label: (৮ম পাতার পর) xyxy=(120,1129,162,1137)
term-item: ০৩। জাতীয় পরিচয়পত্রের সত্যায়িত ফটোকপি ও সংশ্লিষ্ট ইউনিয়ন পরিষদ এর চেয়ারম্যান/ পৌরসভার মেয়র/সিটি কর্পোরেশনের ওয়ার্ড কাউন্সিলর কর্তৃক ইস্যুকৃত নাগরিকত্ব সনদপত্র আবেদনপত্রের সাথে সংযুক্ত করতে হবে। xyxy=(603,1091,903,1105)
ad-contact-label: নিবেদক xyxy=(668,415,685,422)
table-cell: গ্রেড: ১৫ (৯৭০০-২৩৪৯০) xyxy=(686,969,744,988)
table-cell: গ্রেড: ১৮ (৮৮০০-২১৩১০) xyxy=(686,988,744,1007)
ad-land-sale xyxy=(813,58,913,154)
weekday: শুক্রবার xyxy=(731,36,750,43)
story-c3 xyxy=(370,414,592,606)
story-c5 xyxy=(370,890,592,966)
term-item: ০৫। প্রাথমিক নির্বাচিত আবেদনকারী প্রার্থীদের লিখিত পরীক্ষার তারিখ ও স্থান পরবর্তীতে ডাকযোগে জানিয়ে দেওয়া হবে। পরীক্ষা ও সাক্ষাৎকারে অংশগ্রহণের জন্য কোন প্রকার টিএ/ডিএ প্রদান করা হবে না। xyxy=(603,1119,901,1133)
term-item: ০৬। বিজ্ঞাপিত পদসমূহের চাকুরী, পৌরসভা কর্মচারী চাকুরী বিধিমালা ১৯৯২ দ্বারা সরকার কর্তৃক জারিকৃত প্রজ্ঞাপন/পরিপত্র/নীতিমালা দ্বারা নিয়ন্ত্রিত হবে। xyxy=(603,1133,908,1147)
ad-code: পি-২৪১১/২৪ xyxy=(818,221,849,227)
story-body-b4: গঙ্গাচড়া উপজেলার মৃত মোখলেছার রহমানের ছেলে। গঙ্গাচড়া মডেল থানার ভারপ্রাপ্ত কর্মকর্তা (ওসি) মাসুদুর রহমান বিষয়টি নিশ্চিত করে বলেন, গোপন সংবাদের ভিত্তিতে বুধবার রাতে বড়বিল ইউনিয়ন থেকে গ্রেপ্তার করা হয়। এ বিষয়ে নিহত গৃহবধূর ভাই বাদি হয়ে থানায় মামলা করেছেন। গতকাল বৃহস্পতিবার সকালে তাকে আদালতের মাধ্যমে জেলহাজতে পাঠানো হয়েছে। xyxy=(253,959,368,1048)
story-a2 xyxy=(34,530,248,690)
table-cell: অষ্টম শ্রেণী পাশ সহ যানবাহন চালনার বৈধ লাইসেন্স এবং সংশ্লিষ্ট বিষয়ে ৩ বছরের অভিজ্ঞতা থাকতে হবে। xyxy=(778,969,907,988)
ad-code: পি-২৪২৪/২৪ xyxy=(706,311,737,318)
table-row xyxy=(604,839,908,858)
table-row xyxy=(604,969,908,988)
headline-c6: গোবিন্দগঞ্জে ঢাকা-রংপুরমহাসড়কে xyxy=(393,968,569,983)
term-item: ০২। আবেদনপত্রের সাথে শিক্ষাগত যোগ্যতার সকল সনদপত্রের সত্যায়িত অনুলিপি ও সদ্য তোলা ৩ কপি পাসপোর্ট সাইজের ছবি সংযুক্ত করতে হবে। xyxy=(603,1077,899,1091)
social-services-logo: DEPARTMENT OF SOCIAL SERVICES xyxy=(867,452,905,494)
table-cell: ৮. xyxy=(604,988,619,1007)
ad-contact: ০১৭৭৭৭০১৮১৯, ০১৭১১৮৯০৬১৫ xyxy=(602,318,685,324)
ad-contact-label: যোগাযোগ: xyxy=(660,310,685,316)
table-cell: ১৮-৩০ বছর xyxy=(744,877,778,896)
table-cell: ০১ xyxy=(666,915,686,942)
headline-a3: সারিয়াকান্দিতে গ্রাহকের কোটি টাকা নিয়ে এনজিও উধাও xyxy=(44,873,238,945)
table-cell: কার্য সহকারী xyxy=(619,915,666,942)
ad-house-sale xyxy=(596,243,690,336)
table-cell: গ্রেড: ১৫ (৯৭০০-২৩৪৯০) xyxy=(686,839,744,858)
office-name: ঠাকুরগাঁও পৌরসভা কার্যালয় xyxy=(657,682,826,700)
headline-c7: ফায়ার সার্ভিসে চালু হলো ৩ ডিজিটের xyxy=(383,1056,579,1071)
ad-code: পি-২৪২৩/২৪ xyxy=(706,414,737,421)
story-b6 xyxy=(253,1324,368,1420)
ad-text: বগুড়া চেলোপাড়া কারমাইকেল রোড পূর্বে শাহনেশ জায়গার উপর ৪ তলা ফ্লাট বাড়ি বিক্রয় হইবে। সম্পূর্ণ বাড়িটি বিভিন্ন অফিসকে এক বছরের জন্য ভাড়া দেওয়া আছে। পার্কিং এর সুবিধা আছে। দাম: ৪ কোটি টাকা। xyxy=(601,265,683,309)
table-cell: ৪. xyxy=(604,896,619,915)
ad-contact: শামীমা আক্তার xyxy=(652,423,685,430)
ad-title: হারানো বিজ্ঞপ্তি xyxy=(706,162,798,176)
dept-name: সমাজসেবা অধিদফতর xyxy=(711,468,800,479)
continued-label: (৮ম পাতার পর) xyxy=(289,1084,332,1092)
table-cell: ট্রাক চালক xyxy=(619,969,666,988)
signer-title: মেয়র xyxy=(865,1196,878,1204)
continued-label: (৮ম পাতার পর) xyxy=(289,1358,332,1366)
terms-list xyxy=(603,1064,908,1162)
story-body-b2: বাড়ছে। ফলে উপজেলার ঘুঘুমারী, চর ঘুঘুমারী, খেরুয়ারচর, খেদাইমারী, চর খেদাইমারী, সাহেবের আলগা, বলদমারা, বাইশপাড়া, ফলুয়ারচর, যাদুরচরের দিগলাপাড়া, ধনারচর, রাজিবপুরের চর রাজিবপুর, কোদালকাটি ও মোহনগঞ্জ ব্রহ্মপুত্র নদে পানি বৃদ্ধি পেয়ে চরাঞ্চল প্লাবিত হয়ে তৃণভূমি তিল, আউশ, তিল, মরিচসহ বিভিন্ন ফসল নষ্ট হওয়ার উপক্রম হয়েছে। সেই সাথে রাজিবপুরের মোহনগঞ্জ, কোদালকাটি ব্রহ্মপুত্র নদে ভাঙনের দৃশ্য দেখা দিয়েছে। আবাদি জমি, গাছপালা নদীগর্ভে বিলীন হয়ে যাচ্ছে। এ বিষয়ে উপজেলা নির্বাহী অফিসার নাহিদ হাসান খান বলেন, ইতোমধ্যে কয়েকটি এলাকা পরিদর্শন করেছি। কয়েকদিনের বৃষ্টিতে ব্রহ্মপুত্র নদে পানি বৃদ্ধি পেয়েছে। এতে কয়েকটি এলাকায় নদী ভাঙন দেখা দিয়েছে। সেই সাথে কিছু কিছু চরাঞ্চলে পানি উঠে ফসলের ক্ষতি হওয়ার উপক্রম হয়েছে। এ বিষয়ে উর্ধ্বতন কর্তৃপক্ষকে জানিয়ে দিয়েছি। xyxy=(253,421,368,600)
ad-text: বেসরকারি শিক্ষা প্রতিষ্ঠান (মাদ্রাসা) জনবল কাঠামো ও এমপিও নীতিমালা ২০১৮ খ্রিঃ (২৩শে নভেম্বর ২০২০ পর্যন্ত সংশোধিত) মোতাবেক নিম্নবর্ণিত পদে নিয়োগের জন্য যোগ্য প্রার্থীদের নিকট হইতে দরখাস্ত আহ্বান করা যাচ্ছে। ১. উপাধ্যক্ষ পদে ১জন গ্রেড: ০৫ ২. ইবতেদায়ী প্রধান পদে ১জন গ্রেড: ১১ ৩. নিরাপত্তাকর্মী পদে ১জন গ্রেড: ২০। বিজ্ঞপ্তি প্রকাশের ১৫ দিনের মধ্যে আবেদন করতে হবে। xyxy=(706,366,908,402)
photo-caption: বগুড়ার দুপচাঁচিয়ায় দুর্নীতি বিরোধী বিতর্ক প্রতিযোগিতায় পুরস্কার বিজয়ী শিক্ষার্থীদের সাথে অতিথিবৃন্দ -করতোয়া xyxy=(34,226,321,234)
headline-c5: রাজশাহীর বাঘায় লাভলু ও xyxy=(412,891,550,906)
table-cell: ০১ xyxy=(666,988,686,1007)
story-body-b6: রাজ্জাক, আমিনুর ইসলাম জাবেদ, আব্দুল মতিন সরকার, নাহিদ রহমান, আব্দুল মালেক, আবু হাসান, হাবিবুর রহমান, ফরিদ উদ্দিন, মামুনুর রশিদ, লিটন প্রমুখ। বক্তারা প্রস্তাবিত বাজেটকে জনবান্ধব ও উন্নয়নমুখী বাজেট হিসেবে অভিহিত করেন। xyxy=(253,1367,368,1420)
story-body-a3: সারিয়াকান্দি (বগুড়া) প্রতিনিধি : সারিয়াকান্দিতে গ্রাহকের কোটি টাকা সঞ্চয় নিয়ে উধাও হয়েছে সাধনা ফাউন্ডেশন নামে একটি এনজিও। গোন উপজেলার বিভিন্ন গ্রামের শতাধিক গ্রাহকের সঞ্চয়ের কোটি টাকা নিয়ে পালিয়েছে এ প্রতিষ্ঠান। এ বিষয়ে কথা বলতে গিয়ে তাদের বাসার মালিক জয়া আক্তারকে খুঁজে পাওয়া যায়নি। তবে তিনি মুঠোফোনে জানান, এনজিওর লোকজন যে ভুয়া তা তিনি বুঝতে পারেননি। ফুলবাড়ি চর হরিণা গ্রামের ঠান্ডা প্রামাণিকের স্ত্রী শীমা বেগম বলেন, এনজিওর লোকজন আমার বাড়িতে গিয়ে কথা বলে সেখানে দল গঠন করে। সেই দলের সভানেত্রী আমাকেই বানায়। তারপর অফিসহ আমার দলের সকল সদস্য সমিতির কার্যালয়ে গিয়ে সঞ্চয় জমা দেয়। গতকাল বুধবার লোন দেয়ার কথা ছিল। কিন্তু এনজিওর অফিসে লোন নিতে এসে দেখি তারা আমাদের কষ্টের টাকা নিয়ে উধাও হয়েছে। এখন আমি কী করবো, আমার দলের সবাই তো এখন আমাকেই ধরছে। সারিয়াকান্দি থানার ভারপ্রাপ্ত কর্মকর্তা রবিউল ইসলাম বলেন, এ বিষয়ে বুধবার রাতে গ্রাহকদের একটি অভিযোগ পেয়েছি। অভিযুক্ত ব্যক্তিদের শনাক্ত করতে পুলিশের তদন্ত চলমান রয়েছে। অভিযুক্তদের খুঁজে পেলে আইনানুগ ব্যবস্থা গ্রহণ করা হবে। xyxy=(34,947,248,1081)
photo-debate-winners xyxy=(34,60,360,225)
table-row xyxy=(604,915,908,942)
ad-land-sale-2 xyxy=(813,157,913,241)
table-cell: অফিস সহায়ক xyxy=(619,1026,666,1045)
term-item: ০৪। প্রত্যেক প্রার্থীকে আবেদনপত্রের সাথে বর্ণিত পদের জন্য ৫০০/- (পাঁচশত) টাকা ব্যাংক ড্রাফট/পে-অর্ডার (অফেরতযোগ্য) "মেয়র, ঠাকুরগাঁও পৌরসভা" বরাবর সংযুক্ত করতে হবে। xyxy=(603,1105,900,1119)
table-row xyxy=(604,896,908,915)
headline-b1: শেরপুর নদীতে ডুবে ভাই-বোনের মৃত্যু xyxy=(260,234,361,266)
headline-c9: নারী হজযাত্রীর মৃত্যু xyxy=(430,1279,532,1294)
ad-title: ভর্তি বিজ্ঞপ্তি xyxy=(688,508,823,526)
story-c9 xyxy=(370,1278,592,1420)
table-cell: ১৮-৩০ বছর xyxy=(744,915,778,942)
table-cell: ০১ xyxy=(666,942,686,969)
bangladesh-emblem-icon xyxy=(606,456,640,490)
story-body-c3: আহত হয়েছেন ৫ জন। প্রত্যক্ষদর্শী মিলন বাবুল জানান, বৃহস্পতিবার হঠাৎ করে ৬টি মোটরসাইকেলে সশস্ত্র সন্ত্রাসীরা অমরাবাজার এলাকার মৃত বশির উদ্দিন ব্যাপারীর ছেলে সিরাজুল ইসলাম ও তার ভাই কাসেম আলীর জমি নিয়ে দীর্ঘদিন ধরে চলমান বিরোধের জেরে হামলা চালায়। আহতরা হলো-সাইদুল (২৭), কামাল (১৯), নুর জামাল (২৪), নুরুলী রানা (৩০), ফজলুর করিম (৩০), মামুনুর হাসান (২১), ন নদেল আলী (২৩), আশিক (১৯), শামিম (২৬) ও বেলাল হোসেন (২২)। ফকরুল এবং তোফা আসার তাদের বিরুদ্ধে ফুলবাড়ী থানায় মামলা দায়ের প্রক্রিয়াধীন ছিল। ফুলবাড়ী থানার এসআই নাজমুল জানান, খবর পেয়ে আমরা দ্রুত ঘটনাস্থলে পৌঁছে পরিস্থিতি নিয়ন্ত্রণে নেয়া হয়। সন্ত্রাসীদেরকে আটক করে ফুলবাড়ী থানায় নিয়ে আসা হয়েছে। xyxy=(370,431,592,511)
table-cell: ২. xyxy=(604,858,619,877)
story-b1 xyxy=(253,233,368,402)
slogan-box: উন্নয়নের গণতন্ত্র শেখ হাসিনার মূলমন্ত্র। xyxy=(833,689,903,715)
table-cell: অষ্টম শ্রেণী পাশ। xyxy=(778,1026,907,1045)
story-body-b5: সাথাটি একটি গরু ১ লাখ ৩০ হাজার টাকা দাম বলছে। আর একটু বেশি দামের আশায় এখনো বিক্রি করেননি। নারায়ণগঞ্জের আড়াইহাজারের গরু ব্যাপারি গাজিউর রহমান জানান, এবার গরুর দাম তুলনামূলক একটু বেশি। গত বছর যে গরুগুলো ১ লাখ ২০ হাজার টাকা দরে কিনেছিলেন। এই বার সেই গরুগুলো দেড় লাখ টাকা দাম চাওয়া হচ্ছে। নন্দীগ্রাম উপজেলার পলাশ জানান, মাঝারি ছোট আকারের যে গরুটি গত বছর ৬০ হাজার টাকায় কিনেছিলেন এই বার সেই আকৃতির একটি গরু ৮০ হাজার টাকা দাম চাওয়া হচ্ছে। একই সাথে তিনি জানান, ঈদুল আযহার বেশ কিছুদিন সময় হাতে রয়েছে। এছাড়াও গরুর লাম্পি রোগের আতঙ্কে অনেক ক্রেতা গরু কিনতে এসে অপেক্ষা করছেন। ফলে অনেক খামারি ও গরু ব্যাপারি হাটে গরু তুলছেন না। xyxy=(253,1093,368,1254)
